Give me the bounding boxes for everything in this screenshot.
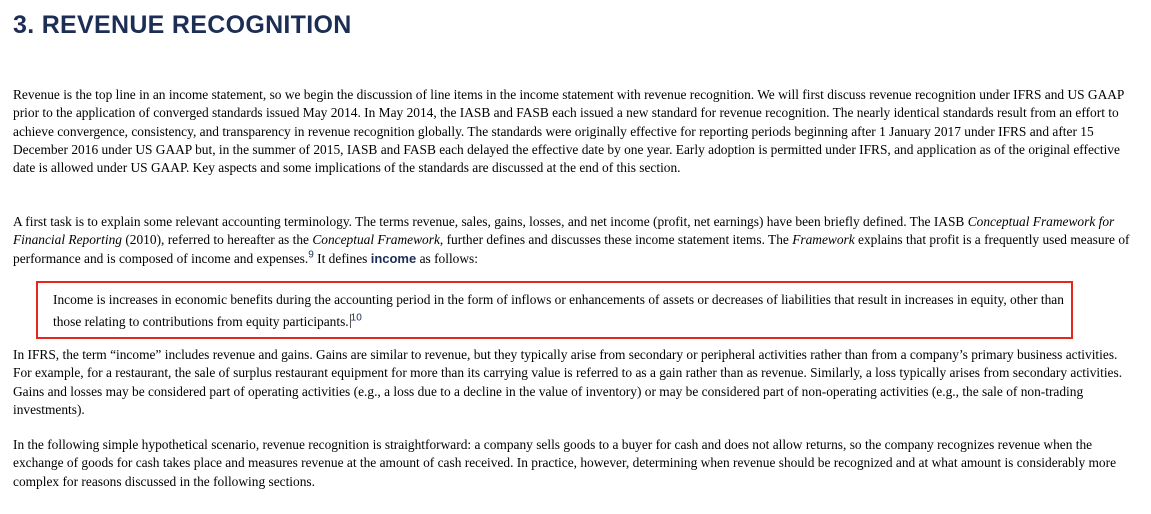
paragraph-hypothetical-scenario: In the following simple hypothetical scenario, revenue recognition is straightforward: a company sells goods to a buyer for cash and does not allow returns, so the company recognizes revenue when the exchange of goods for cash takes place and measures revenue at the amount of cash received. In practice, however, determining when revenue should be recognized and at what amount is considerably more complex for reasons discussed in the following sections.: [13, 437, 1117, 489]
paragraph-revenue-intro: Revenue is the top line in an income statement, so we begin the discussion of line items in the income statement with revenue recognition. We will first discuss revenue recognition under IFRS and US GAAP prior to the application of converged standards issued May 2014. In May 2014, the IASB and FASB each issued a new standard for revenue recognition. The nearly identical standards result from an effort to achieve convergence, consistency, and transparency in revenue recognition globally. The standards were originally effective for reporting periods beginning after 1 January 2017 under IFRS and after 15 December 2016 under US GAAP but, in the summer of 2015, IASB and FASB each delayed the effective date by one year. Early adoption is permitted under IFRS, and application as of the original effective date is allowed under US GAAP. Key aspects and some implications of the standards are discussed at the end of this section.: [13, 87, 1124, 176]
footnote-ref-10[interactable]: 10: [350, 312, 362, 324]
paragraph-text: It defines: [313, 250, 371, 266]
keyword-income: income: [370, 250, 417, 266]
italic-title: Conceptual Framework for Financial Reporting: [13, 214, 1115, 248]
section-heading: 3. REVENUE RECOGNITION: [13, 11, 352, 39]
footnote-ref-9[interactable]: 9: [308, 249, 314, 261]
paragraph-text: as follows:: [416, 250, 478, 266]
paragraph-income-gains: In IFRS, the term “income” includes revenue and gains. Gains are similar to revenue, but they typically arise from secondary or peripheral activities rather than from a company’s primary business activities. For example, for a restaurant, the sale of surplus restaurant equipment for more than its carrying value is referred to as a gain rather than as revenue. Similarly, a loss typically arises from secondary activities. Gains and losses may be considered part of operating activities (e.g., a loss due to a decline in the value of inventory) or may be considered part of non-operating activities (e.g., the sale of non-trading investments).: [13, 347, 1123, 417]
paragraph-text: (2010), referred to hereafter as the: [121, 232, 313, 248]
paragraph-text: , further defines and discusses these income statement items. The: [439, 232, 793, 248]
quote-text: Income is increases in economic benefits during the accounting period in the form of inflows or enhancements of assets or decreases of liabilities that result in increases in equity, other than those relating to contributions from equity participants.: [53, 292, 1064, 329]
italic-title: Framework: [792, 232, 855, 248]
italic-title: Conceptual Framework: [312, 232, 440, 248]
income-definition-quote[interactable]: [53, 289, 1083, 333]
paragraph-text: A first task is to explain some relevant accounting terminology. The terms revenue, sales, gains, losses, and net income (profit, net earnings) have been briefly defined. The IASB: [13, 214, 968, 229]
paragraph-terminology: [13, 213, 1137, 268]
paragraph-text: explains that profit is a frequently used measure of performance and is composed of income and expenses.: [13, 232, 1130, 266]
